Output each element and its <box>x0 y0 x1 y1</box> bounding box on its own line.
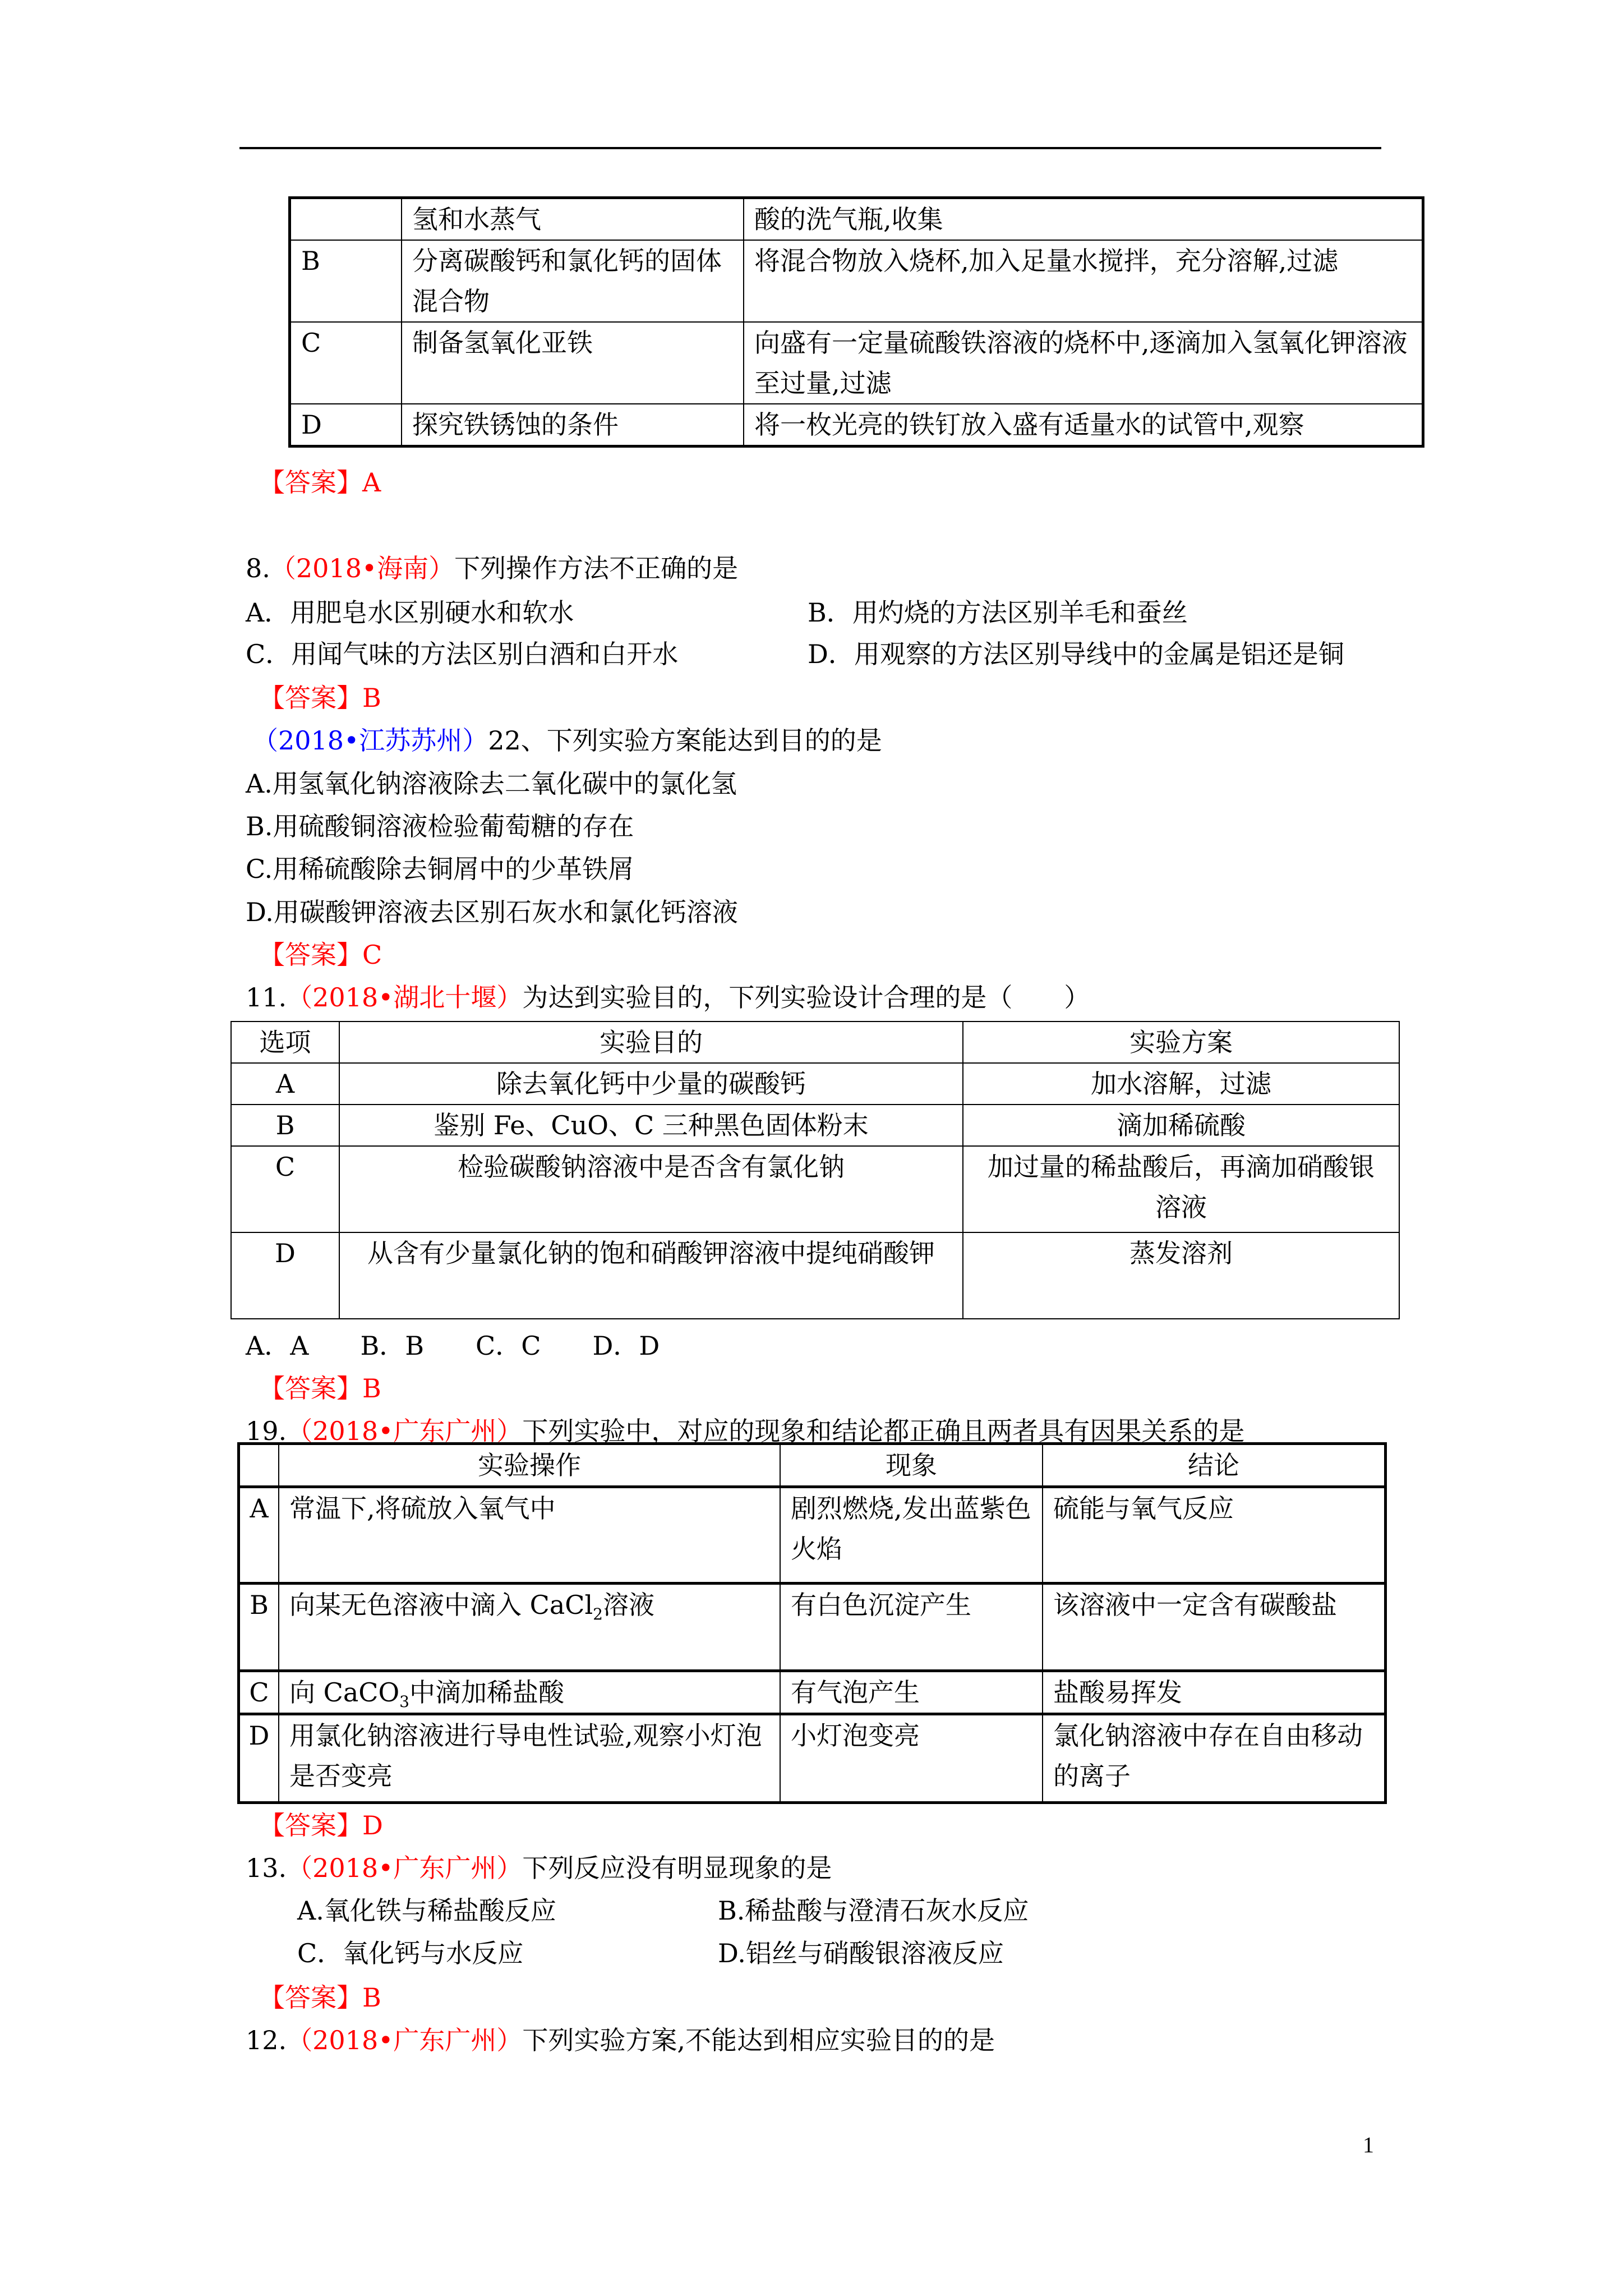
question-11 <box>246 981 1090 1014</box>
option-cell <box>290 198 402 241</box>
option-cell: A <box>239 1487 279 1584</box>
question-number: 8. <box>246 553 270 583</box>
question-stem: 下列实验方案,不能达到相应实验目的的是 <box>522 2025 995 2055</box>
purpose-cell: 检验碳酸钠溶液中是否含有氯化钠 <box>339 1146 963 1232</box>
option-d: D.用碳酸钾溶液去区别石灰水和氯化钙溶液 <box>246 897 738 927</box>
question-source: （2018•广东广州） <box>287 2025 523 2055</box>
answer-value: D <box>362 1810 383 1841</box>
phenomenon-cell: 有白色沉淀产生 <box>780 1584 1043 1671</box>
experiment-table-19 <box>237 1442 1387 1804</box>
option-cell: C <box>231 1146 339 1232</box>
question-12 <box>246 2023 995 2057</box>
answer-line <box>259 681 381 715</box>
question-source: （2018•江苏苏州） <box>252 725 488 756</box>
operation-text: 向 CaCO <box>289 1677 400 1708</box>
operation-text: 向某无色溶液中滴入 CaCl <box>289 1590 593 1620</box>
table-row <box>239 1487 1386 1584</box>
conclusion-cell: 该溶液中一定含有碳酸盐 <box>1043 1584 1386 1671</box>
method-cell: 将混合物放入烧杯,加入足量水搅拌，充分溶解,过滤 <box>744 240 1423 322</box>
table-row <box>239 1584 1386 1671</box>
option-a: A．用肥皂水区别硬水和软水 <box>246 597 574 628</box>
answer-value: A <box>362 467 381 498</box>
experiment-table-1 <box>288 196 1424 448</box>
purpose-cell: 除去氧化钙中少量的碳酸钙 <box>339 1063 963 1105</box>
page-number: 1 <box>1363 2132 1374 2157</box>
purpose-cell: 探究铁锈蚀的条件 <box>402 404 744 447</box>
operation-cell: 常温下,将硫放入氧气中 <box>279 1487 780 1584</box>
answer-line <box>259 1809 383 1842</box>
header-cell: 选项 <box>231 1022 339 1063</box>
option-d: D.铝丝与硝酸银溶液反应 <box>718 1938 1004 1968</box>
question-source: （2018•海南） <box>270 553 455 583</box>
option-cell: B <box>290 240 402 322</box>
table-row <box>231 1105 1399 1146</box>
option-cell: B <box>239 1584 279 1671</box>
method-cell: 滴加稀硫酸 <box>963 1105 1399 1146</box>
table-header-row <box>231 1022 1399 1063</box>
purpose-cell: 从含有少量氯化钠的饱和硝酸钾溶液中提纯硝酸钾 <box>339 1232 963 1319</box>
header-cell <box>239 1444 279 1487</box>
operation-cell <box>279 1671 780 1714</box>
question-stem: 下列实验中，对应的现象和结论都正确且两者具有因果关系的是 <box>522 1416 1245 1446</box>
purpose-cell: 制备氢氧化亚铁 <box>402 322 744 404</box>
operation-cell: 用氯化钠溶液进行导电性试验,观察小灯泡是否变亮 <box>279 1714 780 1803</box>
question-source: （2018•广东广州） <box>287 1416 523 1446</box>
answer-value: B <box>362 683 381 713</box>
option-cell: D <box>231 1232 339 1319</box>
conclusion-cell: 盐酸易挥发 <box>1043 1671 1386 1714</box>
answer-line <box>259 1981 381 2014</box>
question-stem: 下列操作方法不正确的是 <box>454 553 739 583</box>
header-cell: 结论 <box>1043 1444 1386 1487</box>
question-number: 11. <box>246 982 287 1013</box>
conclusion-cell: 硫能与氧气反应 <box>1043 1487 1386 1584</box>
header-cell: 现象 <box>780 1444 1043 1487</box>
option-a: A.用氢氧化钠溶液除去二氧化碳中的氯化氢 <box>246 769 737 799</box>
option-cell: C <box>239 1671 279 1714</box>
question-source: （2018•湖北十堰） <box>287 982 523 1013</box>
answer-label: 【答案】 <box>259 940 362 970</box>
purpose-cell: 鉴别 Fe、CuO、C 三种黑色固体粉末 <box>339 1105 963 1146</box>
answer-label: 【答案】 <box>259 1810 362 1841</box>
method-cell: 蒸发溶剂 <box>963 1232 1399 1319</box>
question-stem: 22、下列实验方案能达到目的的是 <box>488 725 882 756</box>
table-row <box>239 1714 1386 1803</box>
table-row <box>231 1232 1399 1319</box>
question-stem: 为达到实验目的，下列实验设计合理的是（ ） <box>522 982 1090 1013</box>
answer-value: B <box>362 1982 381 2013</box>
header-cell: 实验目的 <box>339 1022 963 1063</box>
header-cell: 实验方案 <box>963 1022 1399 1063</box>
table-row <box>290 322 1423 404</box>
operation-cell <box>279 1584 780 1671</box>
option-cell: C <box>290 322 402 404</box>
answer-line <box>259 1372 381 1405</box>
table-row <box>239 1671 1386 1714</box>
method-cell: 加水溶解，过滤 <box>963 1063 1399 1105</box>
question-13 <box>246 1851 832 1885</box>
answer-label: 【答案】 <box>259 1373 362 1404</box>
table-row <box>231 1063 1399 1105</box>
choices-line: A．A B．B C．C D．D <box>246 1331 660 1361</box>
phenomenon-cell: 小灯泡变亮 <box>780 1714 1043 1803</box>
question-number: 19. <box>246 1416 287 1446</box>
table-header-row <box>239 1444 1386 1487</box>
question-8 <box>246 551 738 585</box>
question-22 <box>252 724 882 757</box>
question-number: 12. <box>246 2025 287 2055</box>
option-c: C．氧化钙与水反应 <box>297 1938 524 1968</box>
phenomenon-cell: 有气泡产生 <box>780 1671 1043 1714</box>
header-rule <box>239 147 1381 149</box>
option-b: B.稀盐酸与澄清石灰水反应 <box>718 1895 1029 1926</box>
table-row <box>231 1146 1399 1232</box>
option-d: D．用观察的方法区别导线中的金属是铝还是铜 <box>808 639 1344 669</box>
option-cell: B <box>231 1105 339 1146</box>
option-b: B.用硫酸铜溶液检验葡萄糖的存在 <box>246 811 634 841</box>
operation-text: 中滴加稀盐酸 <box>409 1677 564 1708</box>
question-source: （2018•广东广州） <box>287 1853 523 1883</box>
option-c: C.用稀硫酸除去铜屑中的少革铁屑 <box>246 854 634 884</box>
method-cell: 向盛有一定量硫酸铁溶液的烧杯中,逐滴加入氢氧化钾溶液至过量,过滤 <box>744 322 1423 404</box>
answer-label: 【答案】 <box>259 1982 362 2013</box>
answer-label: 【答案】 <box>259 683 362 713</box>
answer-value: B <box>362 1373 381 1404</box>
table-row <box>290 198 1423 241</box>
table-row <box>290 240 1423 322</box>
method-cell: 加过量的稀盐酸后，再滴加硝酸银溶液 <box>963 1146 1399 1232</box>
experiment-table-11 <box>230 1021 1400 1319</box>
operation-text: 溶液 <box>602 1590 654 1620</box>
question-number: 13. <box>246 1853 287 1883</box>
phenomenon-cell: 剧烈燃烧,发出蓝紫色火焰 <box>780 1487 1043 1584</box>
answer-value: C <box>362 940 382 970</box>
subscript: 2 <box>593 1605 603 1623</box>
question-stem: 下列反应没有明显现象的是 <box>522 1853 832 1883</box>
purpose-cell: 氢和水蒸气 <box>402 198 744 241</box>
option-b: B．用灼烧的方法区别羊毛和蚕丝 <box>808 597 1188 628</box>
answer-line <box>259 466 381 499</box>
option-cell: A <box>231 1063 339 1105</box>
answer-label: 【答案】 <box>259 467 362 498</box>
answer-line <box>259 938 382 972</box>
subscript: 3 <box>399 1692 409 1711</box>
table-row <box>290 404 1423 447</box>
option-cell: D <box>290 404 402 447</box>
header-cell: 实验操作 <box>279 1444 780 1487</box>
method-cell: 酸的洗气瓶,收集 <box>744 198 1423 241</box>
option-c: C．用闻气味的方法区别白酒和白开水 <box>246 639 679 669</box>
conclusion-cell: 氯化钠溶液中存在自由移动的离子 <box>1043 1714 1386 1803</box>
method-cell: 将一枚光亮的铁钉放入盛有适量水的试管中,观察 <box>744 404 1423 447</box>
option-a: A.氧化铁与稀盐酸反应 <box>297 1895 556 1926</box>
purpose-cell: 分离碳酸钙和氯化钙的固体混合物 <box>402 240 744 322</box>
option-cell: D <box>239 1714 279 1803</box>
